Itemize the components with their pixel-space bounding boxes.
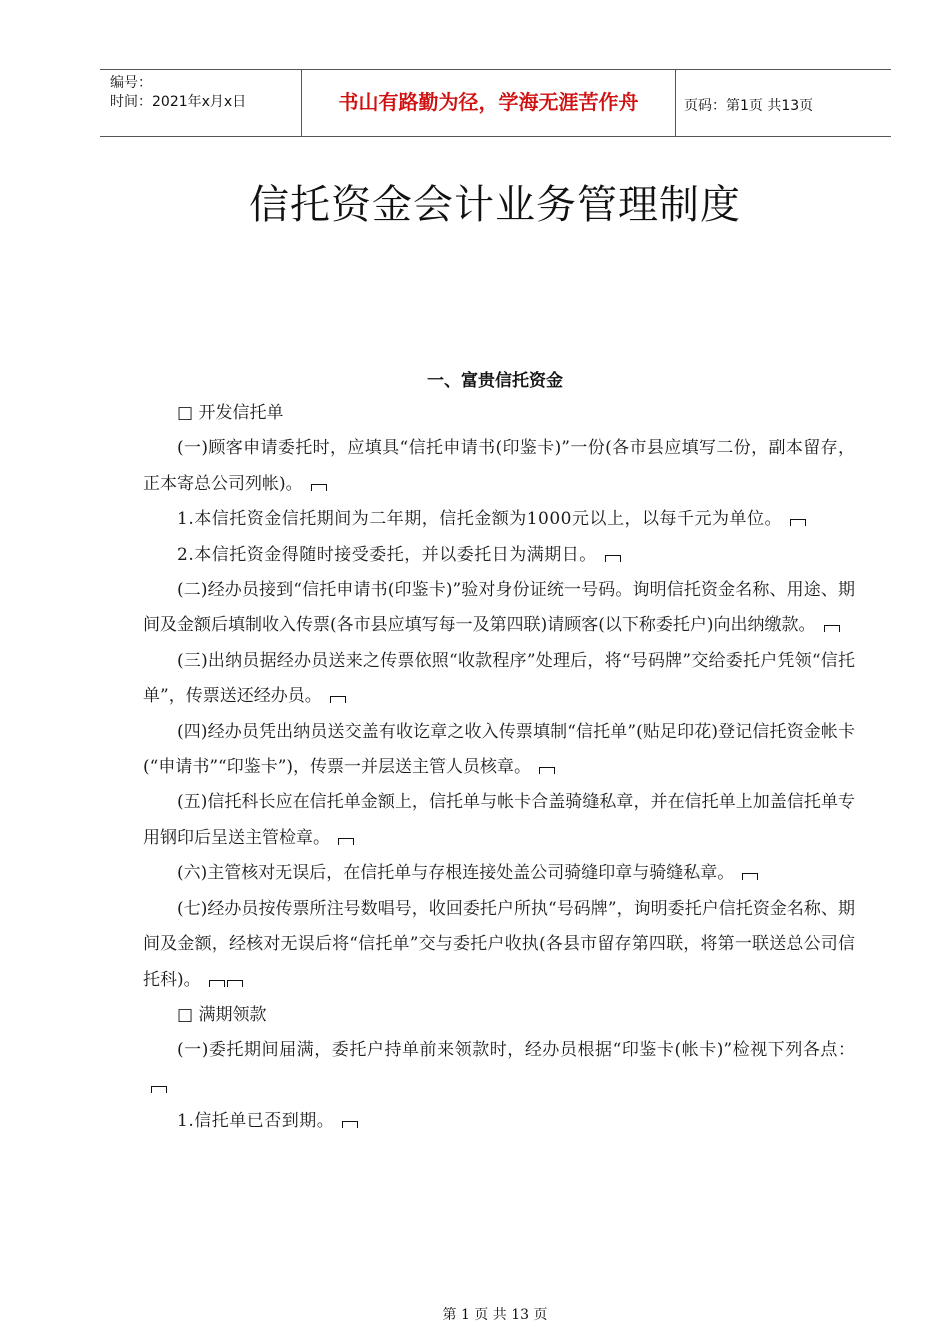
paragraph xyxy=(143,1033,855,1104)
paragraph xyxy=(143,785,855,856)
header-bottom-rule xyxy=(100,136,891,137)
header-number-label: 编号： xyxy=(110,75,152,91)
document-body xyxy=(143,396,855,1140)
paragraph xyxy=(143,538,855,573)
header-page-label: 页码：第1页 共13页 xyxy=(684,98,814,114)
paragraph-text: □ 满期领款 xyxy=(177,1004,267,1025)
paragraph-text: 1.本信托资金信托期间为二年期，信托金额为1000元以上，以每千元为单位。 xyxy=(177,509,782,530)
paragraph-mark-icon xyxy=(311,484,327,491)
paragraph-text: (三)出纳员据经办员送来之传票依照“收款程序”处理后，将“号码牌”交给委托户凭领“信托单”，传票送还经办员。 xyxy=(143,650,855,707)
paragraph-text: (六)主管核对无误后，在信托单与存根连接处盖公司骑缝印章与骑缝私章。 xyxy=(177,863,735,884)
footer-page-number: 第 1 页 共 13 页 xyxy=(442,1307,548,1323)
paragraph xyxy=(143,396,855,431)
header-divider-right xyxy=(675,69,676,136)
paragraph-mark-icon xyxy=(338,838,354,845)
document-title: 信托资金会计业务管理制度 xyxy=(249,182,741,228)
header-time-label: 时间：2021年x月x日 xyxy=(110,94,247,110)
paragraph xyxy=(143,856,855,891)
paragraph-mark-icon xyxy=(227,980,243,987)
paragraph-mark-icon xyxy=(824,625,840,632)
paragraph-text: (一)委托期间届满，委托户持单前来领款时，经办员根据“印鉴卡(帐卡)”检视下列各点： xyxy=(177,1040,855,1061)
paragraph-mark-icon xyxy=(151,1086,167,1093)
paragraph-mark-icon xyxy=(539,767,555,774)
paragraph-text: (五)信托科长应在信托单金额上，信托单与帐卡合盖骑缝私章，并在信托单上加盖信托单专用钢印后呈送主管检章。 xyxy=(143,792,855,848)
header-top-rule xyxy=(100,69,891,70)
paragraph-mark-icon xyxy=(330,696,346,703)
paragraph-mark-icon xyxy=(342,1121,358,1128)
paragraph xyxy=(143,892,855,998)
header-motto: 书山有路勤为径，学海无涯苦作舟 xyxy=(338,90,639,114)
paragraph xyxy=(143,715,855,786)
paragraph-text: 2.本信托资金得随时接受委托，并以委托日为满期日。 xyxy=(177,544,597,565)
paragraph xyxy=(143,431,855,502)
paragraph-mark-icon xyxy=(742,873,758,880)
paragraph-text: (一)顾客申请委托时，应填具“信托申请书(印鉴卡)”一份(各市县应填写二份，副本留存，正本寄总公司列帐)。 xyxy=(143,438,855,494)
paragraph-mark-icon xyxy=(209,980,225,987)
paragraph xyxy=(143,502,855,537)
paragraph-mark-icon xyxy=(605,555,621,562)
paragraph-text: 1.信托单已否到期。 xyxy=(177,1111,335,1132)
paragraph xyxy=(143,998,855,1033)
paragraph-text: (七)经办员按传票所注号数唱号，收回委托户所执“号码牌”，询明委托户信托资金名称、期间及金额，经核对无误后将“信托单”交与委托户收执(各县市留存第四联，将第一联送总公司信托科)。 xyxy=(143,898,855,990)
paragraph xyxy=(143,644,855,715)
paragraph-text: □ 开发信托单 xyxy=(177,403,284,423)
paragraph-text: (二)经办员接到“信托申请书(印鉴卡)”验对身份证统一号码。询明信托资金名称、用途、期间及金额后填制收入传票(各市县应填写每一及第四联)请顾客(以下称委托户)向出纳缴款。 xyxy=(143,580,855,636)
paragraph xyxy=(143,573,855,644)
paragraph xyxy=(143,1104,855,1139)
section-heading: 一、富贵信托资金 xyxy=(427,371,563,391)
paragraph-text: (四)经办员凭出纳员送交盖有收讫章之收入传票填制“信托单”(贴足印花)登记信托资金帐卡(“申请书”“印鉴卡”)，传票一并层送主管人员核章。 xyxy=(143,721,855,778)
paragraph-mark-icon xyxy=(790,519,806,526)
